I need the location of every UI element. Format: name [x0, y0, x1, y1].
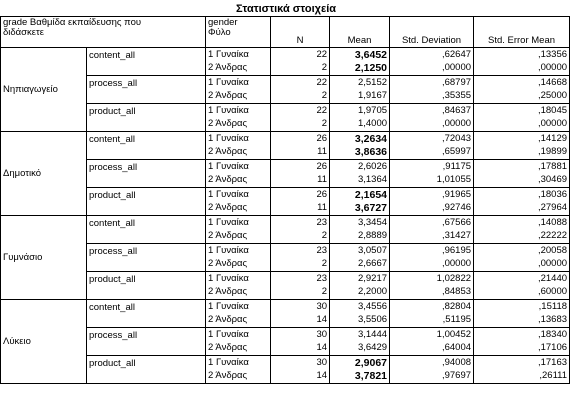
header-grade [1, 17, 206, 48]
table-row [1, 356, 570, 370]
cell-std-deviation: ,68797 [390, 76, 474, 90]
header-grade-line1: grade Βαθμίδα εκπαίδευσης που [3, 17, 142, 28]
statistics-table [0, 16, 570, 384]
table-row [1, 328, 570, 342]
cell-std-deviation: ,31427 [390, 230, 474, 244]
cell-n: 26 [271, 160, 330, 174]
cell-n: 22 [271, 48, 330, 62]
cell-mean: 2,6026 [330, 160, 390, 174]
cell-std-error-mean: ,30469 [474, 174, 570, 188]
cell-n: 2 [271, 62, 330, 76]
cell-std-deviation: ,00000 [390, 62, 474, 76]
cell-n: 23 [271, 216, 330, 230]
cell-variable: process_all [87, 160, 206, 188]
cell-mean: 1,9167 [330, 90, 390, 104]
cell-n: 14 [271, 370, 330, 384]
cell-mean: 2,1250 [330, 62, 390, 76]
cell-std-deviation: ,91965 [390, 188, 474, 202]
cell-variable: product_all [87, 272, 206, 300]
cell-gender: 2 Άνδρας [206, 174, 271, 188]
cell-n: 2 [271, 230, 330, 244]
cell-variable: process_all [87, 328, 206, 356]
cell-n: 2 [271, 258, 330, 272]
cell-n: 14 [271, 314, 330, 328]
cell-std-deviation: ,94008 [390, 356, 474, 370]
cell-n: 14 [271, 342, 330, 356]
cell-gender: 2 Άνδρας [206, 286, 271, 300]
table-row [1, 132, 570, 146]
cell-std-error-mean: ,26111 [474, 370, 570, 384]
cell-std-error-mean: ,19899 [474, 146, 570, 160]
cell-mean: 2,9217 [330, 272, 390, 286]
cell-gender: 2 Άνδρας [206, 146, 271, 160]
cell-gender: 1 Γυναίκα [206, 244, 271, 258]
cell-std-deviation: ,67566 [390, 216, 474, 230]
cell-gender: 1 Γυναίκα [206, 188, 271, 202]
cell-std-deviation: ,82804 [390, 300, 474, 314]
cell-n: 11 [271, 174, 330, 188]
cell-n: 30 [271, 356, 330, 370]
cell-grade: Γυμνάσιο [1, 216, 87, 300]
cell-variable: content_all [87, 48, 206, 76]
cell-std-deviation: ,00000 [390, 258, 474, 272]
cell-mean: 3,2634 [330, 132, 390, 146]
cell-gender: 2 Άνδρας [206, 258, 271, 272]
cell-variable: content_all [87, 216, 206, 244]
cell-std-deviation: ,96195 [390, 244, 474, 258]
cell-gender: 1 Γυναίκα [206, 356, 271, 370]
cell-variable: process_all [87, 76, 206, 104]
cell-mean: 3,3454 [330, 216, 390, 230]
cell-mean: 2,8889 [330, 230, 390, 244]
cell-std-error-mean: ,25000 [474, 90, 570, 104]
header-mean: Mean [330, 17, 390, 48]
header-gender [206, 17, 271, 48]
cell-mean: 2,9067 [330, 356, 390, 370]
cell-mean: 2,1654 [330, 188, 390, 202]
cell-std-deviation: ,00000 [390, 118, 474, 132]
cell-std-error-mean: ,18036 [474, 188, 570, 202]
cell-n: 11 [271, 146, 330, 160]
header-grade-line2: διδάσκετε [3, 27, 45, 38]
cell-gender: 2 Άνδρας [206, 62, 271, 76]
cell-gender: 1 Γυναίκα [206, 216, 271, 230]
cell-n: 26 [271, 132, 330, 146]
cell-std-error-mean: ,13356 [474, 48, 570, 62]
cell-std-error-mean: ,15118 [474, 300, 570, 314]
cell-mean: 3,6452 [330, 48, 390, 62]
cell-mean: 3,1364 [330, 174, 390, 188]
cell-n: 2 [271, 118, 330, 132]
cell-mean: 3,1444 [330, 328, 390, 342]
cell-variable: product_all [87, 104, 206, 132]
cell-gender: 1 Γυναίκα [206, 104, 271, 118]
cell-n: 23 [271, 272, 330, 286]
cell-std-deviation: ,97697 [390, 370, 474, 384]
cell-grade: Λύκειο [1, 300, 87, 384]
cell-variable: product_all [87, 188, 206, 216]
table-row [1, 300, 570, 314]
cell-gender: 2 Άνδρας [206, 314, 271, 328]
cell-std-error-mean: ,17106 [474, 342, 570, 356]
table-row [1, 272, 570, 286]
cell-mean: 2,6667 [330, 258, 390, 272]
cell-std-error-mean: ,14088 [474, 216, 570, 230]
table-row [1, 76, 570, 90]
cell-gender: 1 Γυναίκα [206, 48, 271, 62]
cell-std-deviation: 1,01055 [390, 174, 474, 188]
table-row [1, 160, 570, 174]
cell-gender: 2 Άνδρας [206, 370, 271, 384]
cell-n: 22 [271, 104, 330, 118]
cell-std-error-mean: ,60000 [474, 286, 570, 300]
header-std-error-mean: Std. Error Mean [474, 17, 570, 48]
cell-std-deviation: ,84853 [390, 286, 474, 300]
cell-std-deviation: ,65997 [390, 146, 474, 160]
cell-std-error-mean: ,00000 [474, 118, 570, 132]
cell-std-deviation: ,91175 [390, 160, 474, 174]
cell-gender: 1 Γυναίκα [206, 132, 271, 146]
cell-std-deviation: ,64004 [390, 342, 474, 356]
cell-gender: 1 Γυναίκα [206, 272, 271, 286]
cell-gender: 2 Άνδρας [206, 202, 271, 216]
header-n: N [271, 17, 330, 48]
cell-std-error-mean: ,17881 [474, 160, 570, 174]
cell-n: 2 [271, 90, 330, 104]
cell-std-deviation: ,92746 [390, 202, 474, 216]
cell-std-error-mean: ,00000 [474, 258, 570, 272]
cell-mean: 3,4556 [330, 300, 390, 314]
cell-grade: Νηπιαγωγείο [1, 48, 87, 132]
cell-std-error-mean: ,18340 [474, 328, 570, 342]
cell-mean: 1,4000 [330, 118, 390, 132]
cell-mean: 3,7821 [330, 370, 390, 384]
cell-std-deviation: ,35355 [390, 90, 474, 104]
cell-gender: 2 Άνδρας [206, 230, 271, 244]
cell-mean: 3,5506 [330, 314, 390, 328]
cell-std-deviation: 1,00452 [390, 328, 474, 342]
cell-n: 30 [271, 300, 330, 314]
cell-std-error-mean: ,14668 [474, 76, 570, 90]
cell-variable: content_all [87, 132, 206, 160]
cell-n: 23 [271, 244, 330, 258]
cell-std-error-mean: ,17163 [474, 356, 570, 370]
cell-grade: Δημοτικό [1, 132, 87, 216]
table-title: Στατιστικά στοιχεία [235, 3, 337, 15]
cell-std-error-mean: ,21440 [474, 272, 570, 286]
cell-std-error-mean: ,22222 [474, 230, 570, 244]
cell-n: 22 [271, 76, 330, 90]
cell-std-error-mean: ,27964 [474, 202, 570, 216]
cell-mean: 1,9705 [330, 104, 390, 118]
cell-mean: 3,6727 [330, 202, 390, 216]
cell-variable: process_all [87, 244, 206, 272]
table-row [1, 104, 570, 118]
header-gender-line1: gender [208, 17, 238, 28]
cell-gender: 2 Άνδρας [206, 118, 271, 132]
cell-variable: product_all [87, 356, 206, 384]
cell-mean: 3,6429 [330, 342, 390, 356]
cell-gender: 2 Άνδρας [206, 90, 271, 104]
cell-gender: 1 Γυναίκα [206, 76, 271, 90]
cell-std-deviation: ,62647 [390, 48, 474, 62]
cell-gender: 1 Γυναίκα [206, 328, 271, 342]
table-row [1, 216, 570, 230]
cell-std-error-mean: ,13683 [474, 314, 570, 328]
cell-std-deviation: ,72043 [390, 132, 474, 146]
cell-mean: 2,2000 [330, 286, 390, 300]
cell-std-deviation: ,51195 [390, 314, 474, 328]
header-row [1, 17, 570, 48]
cell-variable: content_all [87, 300, 206, 328]
cell-std-error-mean: ,00000 [474, 62, 570, 76]
cell-n: 11 [271, 202, 330, 216]
cell-std-error-mean: ,18045 [474, 104, 570, 118]
table-row [1, 48, 570, 62]
header-gender-line2: Φύλο [208, 27, 231, 38]
table-row [1, 188, 570, 202]
cell-std-deviation: ,84637 [390, 104, 474, 118]
cell-mean: 3,0507 [330, 244, 390, 258]
table-body [1, 48, 570, 384]
cell-gender: 1 Γυναίκα [206, 300, 271, 314]
cell-gender: 1 Γυναίκα [206, 160, 271, 174]
header-std-deviation: Std. Deviation [390, 17, 474, 48]
cell-gender: 2 Άνδρας [206, 342, 271, 356]
cell-n: 26 [271, 188, 330, 202]
cell-mean: 3,8636 [330, 146, 390, 160]
cell-n: 30 [271, 328, 330, 342]
cell-std-error-mean: ,14129 [474, 132, 570, 146]
cell-mean: 2,5152 [330, 76, 390, 90]
cell-std-deviation: 1,02822 [390, 272, 474, 286]
cell-std-error-mean: ,20058 [474, 244, 570, 258]
table-row [1, 244, 570, 258]
cell-n: 2 [271, 286, 330, 300]
